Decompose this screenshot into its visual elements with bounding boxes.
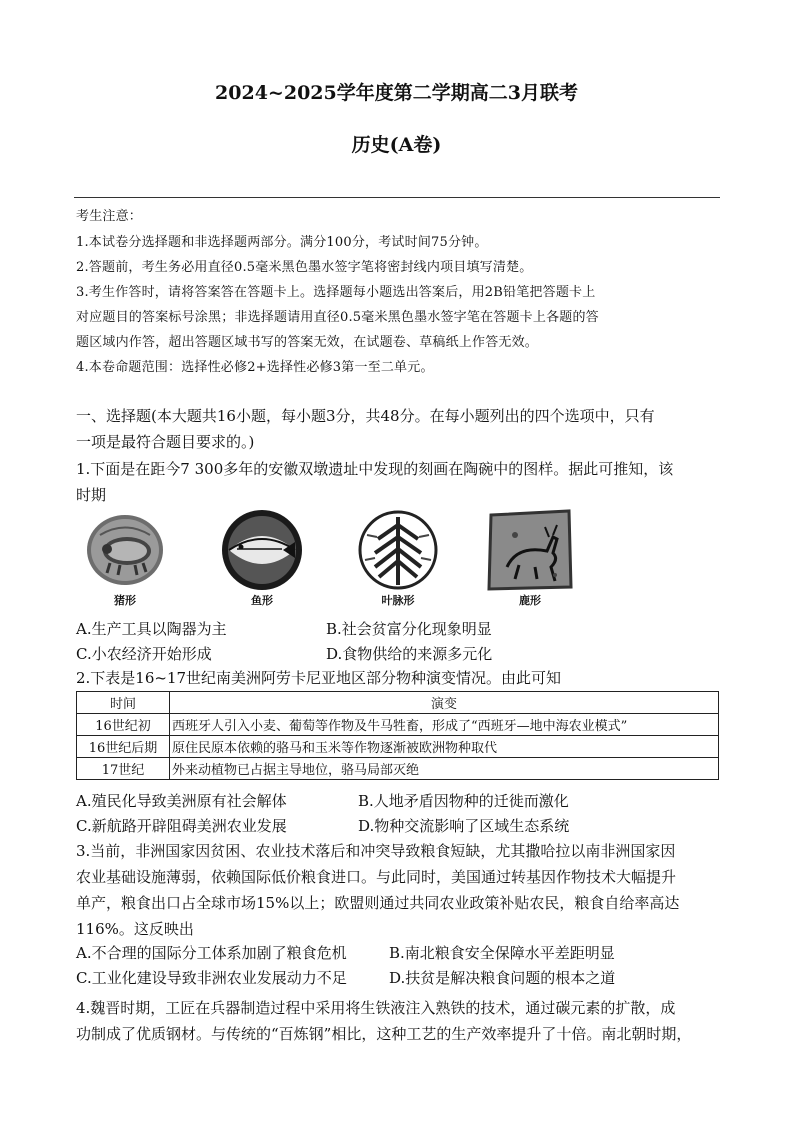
table-row <box>77 736 719 758</box>
q1-stem: 1.下面是在距今7 300多年的安徽双墩遗址中发现的刻画在陶碗中的图样。据此可推知，该 <box>76 460 674 478</box>
q3-option-d[interactable]: D.扶贫是解决粮食问题的根本之道 <box>389 969 616 987</box>
notice-line: 1.本试卷分选择题和非选择题两部分。满分100分，考试时间75分钟。 <box>76 235 488 250</box>
table-row <box>77 758 719 780</box>
species-evolution-table <box>76 691 719 780</box>
section-heading: 一、选择题(本大题共16小题，每小题3分，共48分。在每小题列出的四个选项中，只有 <box>76 407 655 425</box>
q2-option-b[interactable]: B.人地矛盾因物种的迁徙而激化 <box>358 792 569 810</box>
notice-line: 4.本卷命题范围：选择性必修2+选择性必修3第一至二单元。 <box>76 360 434 375</box>
q4-stem-cont: 功制成了优质钢材。与传统的“百炼钢”相比，这种工艺的生产效率提升了十倍。南北朝时期， <box>76 1025 692 1043</box>
notice-line: 对应题目的答案标号涂黑；非选择题请用直径0.5毫米黑色墨水签字笔在答题卡上各题的答 <box>76 310 599 325</box>
q3-stem-cont: 单产，粮食出口占全球市场15%以上；欧盟则通过共同农业政策补贴农民，粮食自给率高达 <box>76 894 680 912</box>
q1-option-d[interactable]: D.食物供给的来源多元化 <box>326 645 493 663</box>
deer-pattern-icon <box>485 505 575 595</box>
q2-option-c[interactable]: C.新航路开辟阻碍美洲农业发展 <box>76 817 287 835</box>
figure-caption: 猪形 <box>114 594 136 607</box>
q2-stem: 2.下表是16~17世纪南美洲阿劳卡尼亚地区部分物种演变情况。由此可知 <box>76 669 562 687</box>
q3-option-c[interactable]: C.工业化建设导致非洲农业发展动力不足 <box>76 969 347 987</box>
notice-line: 2.答题前，考生务必用直径0.5毫米黑色墨水签字笔将密封线内项目填写清楚。 <box>76 260 533 275</box>
fish-pattern-icon <box>217 505 307 595</box>
table-cell: 外来动植物已占据主导地位，骆马局部灭绝 <box>170 758 719 780</box>
q4-stem: 4.魏晋时期，工匠在兵器制造过程中采用将生铁液注入熟铁的技术，通过碳元素的扩散，成 <box>76 999 676 1017</box>
q3-stem-cont: 农业基础设施薄弱，依赖国际低价粮食进口。与此同时，美国通过转基因作物技术大幅提升 <box>76 868 677 886</box>
exam-title: 2024~2025学年度第二学期高二3月联考 <box>215 82 578 104</box>
section-heading-cont: 一项是最符合题目要求的。) <box>76 433 255 451</box>
header-divider <box>74 197 720 198</box>
table-header-cell: 演变 <box>170 692 719 714</box>
notice-line: 3.考生作答时，请将答案答在答题卡上。选择题每小题选出答案后，用2B铅笔把答题卡上 <box>76 285 596 300</box>
q3-stem-cont: 116%。这反映出 <box>76 920 194 938</box>
exam-subtitle: 历史(A卷) <box>351 134 442 156</box>
table-cell: 16世纪初 <box>77 714 170 736</box>
q1-option-c[interactable]: C.小农经济开始形成 <box>76 645 212 663</box>
leaf-vein-pattern-icon <box>353 505 443 595</box>
q3-stem: 3.当前，非洲国家因贫困、农业技术落后和冲突导致粮食短缺，尤其撒哈拉以南非洲国家因 <box>76 842 676 860</box>
figure-caption: 鹿形 <box>519 594 541 607</box>
q2-option-d[interactable]: D.物种交流影响了区域生态系统 <box>358 817 570 835</box>
q2-option-a[interactable]: A.殖民化导致美洲原有社会解体 <box>76 792 287 810</box>
figure-caption: 鱼形 <box>251 594 273 607</box>
table-cell: 西班牙人引入小麦、葡萄等作物及牛马牲畜，形成了“西班牙—地中海农业模式” <box>170 714 719 736</box>
table-cell: 17世纪 <box>77 758 170 780</box>
table-cell: 原住民原本依赖的骆马和玉米等作物逐渐被欧洲物种取代 <box>170 736 719 758</box>
notice-line: 题区域内作答，超出答题区域书写的答案无效，在试题卷、草稿纸上作答无效。 <box>76 335 539 350</box>
q1-option-b[interactable]: B.社会贫富分化现象明显 <box>326 620 492 638</box>
table-header-cell: 时间 <box>77 692 170 714</box>
q3-option-a[interactable]: A.不合理的国际分工体系加剧了粮食危机 <box>76 944 347 962</box>
pig-pattern-icon <box>80 505 170 595</box>
notice-heading: 考生注意： <box>76 209 143 224</box>
q1-stem-cont: 时期 <box>76 486 107 504</box>
table-cell: 16世纪后期 <box>77 736 170 758</box>
q1-option-a[interactable]: A.生产工具以陶器为主 <box>76 620 227 638</box>
q3-option-b[interactable]: B.南北粮食安全保障水平差距明显 <box>389 944 615 962</box>
table-header-row <box>77 692 719 714</box>
table-row <box>77 714 719 736</box>
figure-caption: 叶脉形 <box>381 594 415 607</box>
